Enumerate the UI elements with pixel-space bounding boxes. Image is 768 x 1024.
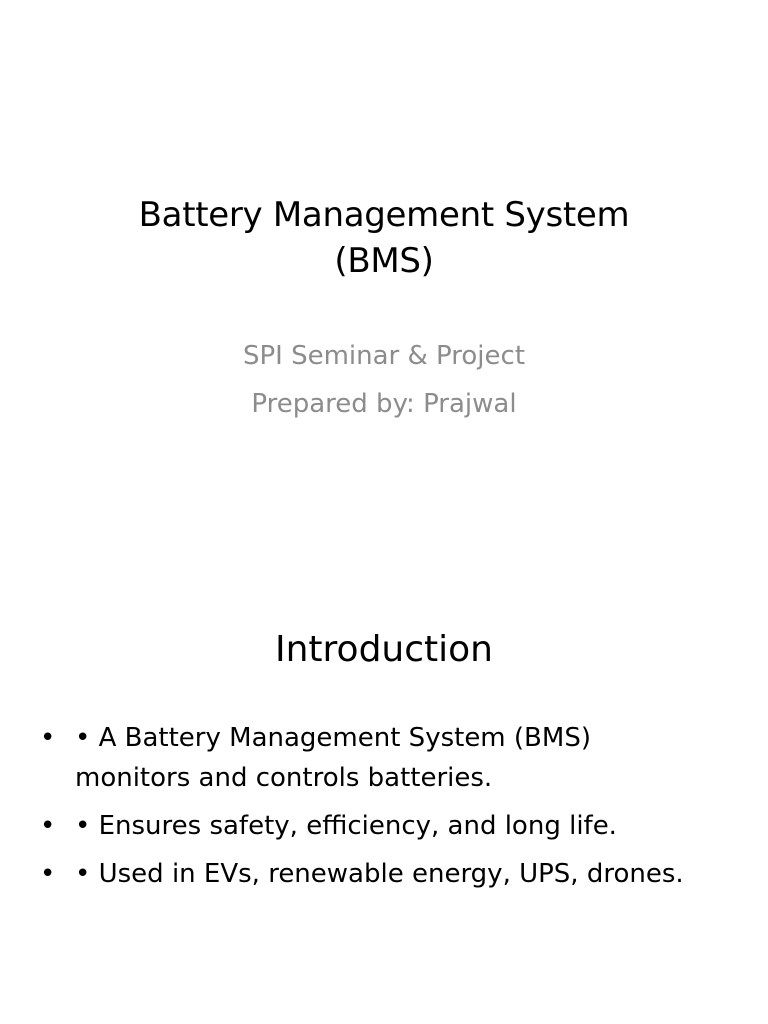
bullet-text-line: • A Battery Management System (BMS) xyxy=(75,723,591,753)
bullet-item xyxy=(40,718,740,798)
bullet-list xyxy=(40,718,740,902)
subtitle-line-1: SPI Seminar & Project xyxy=(242,341,526,371)
bullet-text-line: monitors and controls batteries. xyxy=(75,763,493,793)
bullet-marker: • xyxy=(40,811,56,841)
bullet-marker: • xyxy=(40,859,56,889)
slide-introduction xyxy=(0,512,768,1024)
slide-subtitle xyxy=(60,332,708,428)
title-line-2: (BMS) xyxy=(334,241,434,281)
subtitle-line-2: Prepared by: Prajwal xyxy=(251,389,517,419)
bullet-item xyxy=(40,854,740,894)
slide-title-heading xyxy=(60,192,708,284)
bullet-marker: • xyxy=(40,723,56,753)
title-line-1: Battery Management System xyxy=(138,195,630,235)
introduction-heading: Introduction xyxy=(274,629,493,670)
bullet-item xyxy=(40,806,740,846)
bullet-text-line: • Used in EVs, renewable energy, UPS, drones. xyxy=(75,859,684,889)
bullet-text-line: • Ensures safety, efficiency, and long life. xyxy=(75,811,617,841)
